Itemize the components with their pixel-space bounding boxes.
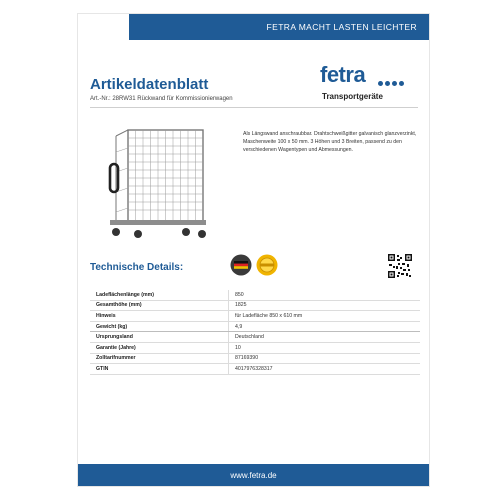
table-row [90,321,420,332]
table-row [90,342,420,353]
table-row [90,290,420,300]
qr-code-icon [388,254,412,278]
logo-tagline: Transportgeräte [322,92,383,101]
spec-label: Gesamthöhe (mm) [90,300,229,311]
page-title: Artikeldatenblatt [90,76,209,93]
spec-value: 4017976328317 [229,364,421,375]
product-image [108,122,228,242]
spec-label: Hinweis [90,311,229,322]
spec-label: Ladeflächenlänge (mm) [90,290,229,300]
spec-label: Gewicht (kg) [90,321,229,332]
banner-slogan: FETRA MACHT LASTEN LEICHTER [266,22,417,32]
logo-dots-icon [378,81,404,86]
spec-label: GTIN [90,364,229,375]
specs-table [90,290,420,375]
table-row [90,364,420,375]
divider [90,107,418,108]
product-description: Als Längswand anschraubbar. Drahtschweißgitter galvanisch glanzverzinkt, Maschenweite 100 x 50 mm. 3 Höhen und 3 Breiten, passend zu den verschiedenen Wagentypen und Abmessungen. [243,131,417,154]
table-row [90,332,420,343]
spec-label: Zolltarifnummer [90,353,229,364]
top-banner [129,14,429,40]
spec-value: Deutschland [229,332,421,343]
warranty-seal-icon [256,254,278,276]
spec-value: 10 [229,342,421,353]
spec-value: 4,9 [229,321,421,332]
spec-value: 1825 [229,300,421,311]
spec-label: Garantie (Jahre) [90,342,229,353]
spec-value: 87169390 [229,353,421,364]
spec-label: Ursprungsland [90,332,229,343]
table-row [90,353,420,364]
datasheet-page [78,14,429,486]
spec-value: 850 [229,290,421,300]
spec-value: für Ladefläche 850 x 610 mm [229,311,421,322]
fetra-logo [316,62,416,106]
article-number: Art.-Nr.: 28RW31 Rückwand für Kommissionierwagen [90,96,233,102]
logo-word: fetra [320,62,366,87]
table-row [90,300,420,311]
footer-bar [78,464,429,486]
badges [230,254,278,276]
footer-website-link[interactable]: www.fetra.de [230,470,277,480]
made-in-germany-icon [230,254,252,276]
table-row [90,311,420,322]
technical-details-heading: Technische Details: [90,262,184,273]
